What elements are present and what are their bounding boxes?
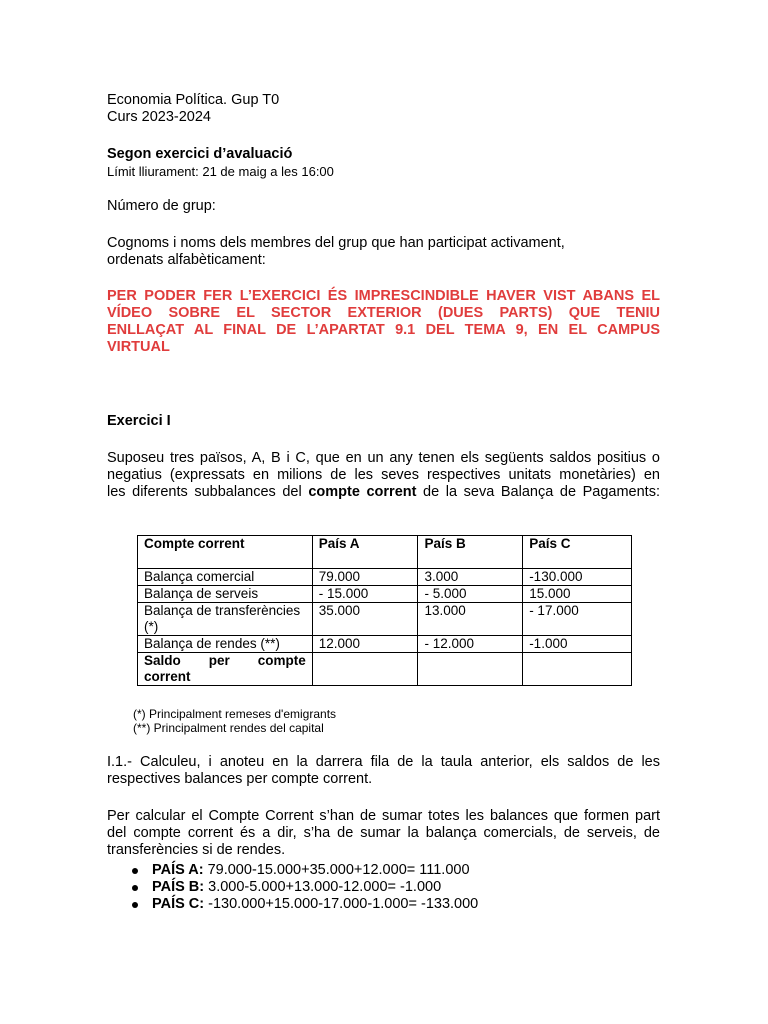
table-header-row xyxy=(138,536,632,569)
table-footnotes xyxy=(133,707,336,735)
current-account-table xyxy=(137,535,632,686)
table-row xyxy=(138,586,632,603)
row-label: Balança de transferències (*) xyxy=(138,603,313,636)
cell-value: 3.000 xyxy=(418,569,523,586)
table-header-cell: País B xyxy=(418,536,523,569)
list-item: PAÍS B: 3.000-5.000+13.000-12.000= -1.000 xyxy=(107,879,478,896)
list-item: PAÍS C: -130.000+15.000-17.000-1.000= -133.000 xyxy=(107,896,478,913)
exercise-intro: Suposeu tres països, A, B i C, que en un any tenen els següents saldos positius o negatius (expressats en milions de les seves respectives unitats monetàries) en les diferents subbalances del compte corrent de la seva Balança de Pagaments: xyxy=(107,450,660,500)
members-label: Cognoms i noms dels membres del grup que han participat activament, ordenats alfabèticament: xyxy=(107,235,565,268)
row-label: Balança comercial xyxy=(138,569,313,586)
table-row xyxy=(138,569,632,586)
table-row xyxy=(138,636,632,653)
year-line: Curs 2023-2024 xyxy=(107,109,211,125)
warning-notice: PER PODER FER L’EXERCICI ÉS IMPRESCINDIBLE HAVER VIST ABANS EL VÍDEO SOBRE EL SECTOR EXTERIOR (DUES PARTS) QUE TENIU ENLLAÇAT AL FINAL DE L’APARTAT 9.1 DEL TEMA 9, EN EL CAMPUS VIRTUAL xyxy=(107,288,660,355)
question-text: I.1.- Calculeu, i anoteu en la darrera fila de la taula anterior, els saldos de les respectives balances per compte corrent. xyxy=(107,754,660,787)
bullet-icon xyxy=(132,885,138,891)
deadline: Límit lliurament: 21 de maig a les 16:00 xyxy=(107,164,334,179)
total-row-label: Saldo per compte corrent xyxy=(138,653,313,686)
group-number-label: Número de grup: xyxy=(107,198,216,214)
bullet-icon xyxy=(132,902,138,908)
row-label: Balança de serveis xyxy=(138,586,313,603)
bullet-icon xyxy=(132,868,138,874)
footnote: (**) Principalment rendes del capital xyxy=(133,721,324,735)
cell-value: 13.000 xyxy=(418,603,523,636)
row-label: Balança de rendes (**) xyxy=(138,636,313,653)
assignment-title: Segon exercici d’avaluació xyxy=(107,146,293,162)
list-item: PAÍS A: 79.000-15.000+35.000+12.000= 111.000 xyxy=(107,862,478,879)
cell-value: - 17.000 xyxy=(523,603,632,636)
cell-value: -1.000 xyxy=(523,636,632,653)
cell-value: 12.000 xyxy=(312,636,418,653)
table-row xyxy=(138,603,632,636)
cell-value: 15.000 xyxy=(523,586,632,603)
cell-value: 35.000 xyxy=(312,603,418,636)
table-header-cell: Compte corrent xyxy=(138,536,313,569)
cell-value: -130.000 xyxy=(523,569,632,586)
cell-value: 79.000 xyxy=(312,569,418,586)
answer-list xyxy=(107,862,478,913)
table-header-cell: País A xyxy=(312,536,418,569)
exercise-title: Exercici I xyxy=(107,413,171,429)
total-cell-empty[interactable] xyxy=(523,653,632,686)
table-total-row xyxy=(138,653,632,686)
cell-value: - 12.000 xyxy=(418,636,523,653)
total-cell-empty[interactable] xyxy=(312,653,418,686)
cell-value: - 5.000 xyxy=(418,586,523,603)
total-cell-empty[interactable] xyxy=(418,653,523,686)
document-header xyxy=(107,92,660,126)
table-header-cell: País C xyxy=(523,536,632,569)
course-line: Economia Política. Gup T0 xyxy=(107,92,280,108)
cell-value: - 15.000 xyxy=(312,586,418,603)
assignment-heading xyxy=(107,146,660,180)
footnote: (*) Principalment remeses d'emigrants xyxy=(133,707,337,721)
answer-text: Per calcular el Compte Corrent s’han de sumar totes les balances que formen part del compte corrent és a dir, s’ha de sumar la balança comercials, de serveis, de transferències si de rendes. xyxy=(107,808,660,858)
